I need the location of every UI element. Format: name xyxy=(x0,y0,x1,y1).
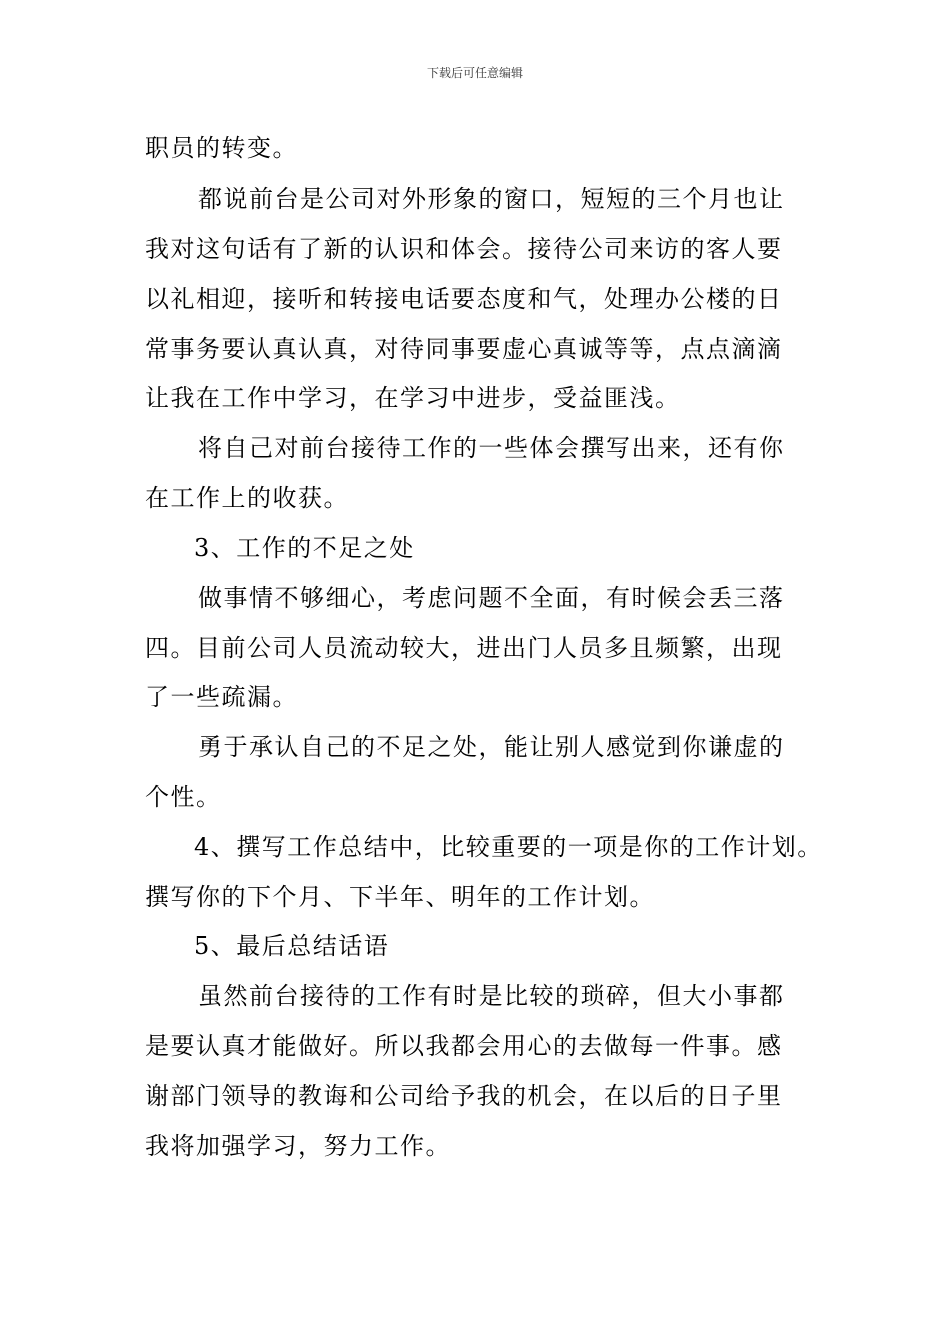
paragraph-line: 在工作上的收获。 xyxy=(145,484,349,512)
paragraph-line: 了一些疏漏。 xyxy=(145,683,298,711)
paragraph-line: 职员的转变。 xyxy=(145,134,298,162)
paragraph-line: 撰写你的下个月、下半年、明年的工作计划。 xyxy=(145,883,655,911)
paragraph-line: 虽然前台接待的工作有时是比较的琐碎，但大小事都 xyxy=(198,982,785,1010)
paragraph-line: 我将加强学习，努力工作。 xyxy=(145,1132,451,1160)
paragraph-line: 我对这句话有了新的认识和体会。接待公司来访的客人要 xyxy=(145,235,783,263)
paragraph-line: 做事情不够细心，考虑问题不全面，有时候会丢三落 xyxy=(198,584,785,612)
paragraph-line: 勇于承认自己的不足之处，能让别人感觉到你谦虚的 xyxy=(198,733,785,761)
section-heading: 5、最后总结话语 xyxy=(194,932,390,960)
paragraph-line: 个性。 xyxy=(145,783,222,811)
paragraph-line: 让我在工作中学习，在学习中进步，受益匪浅。 xyxy=(145,384,681,412)
paragraph-line: 常事务要认真认真，对待同事要虚心真诚等等，点点滴滴 xyxy=(145,335,783,363)
paragraph-line: 谢部门领导的教诲和公司给予我的机会，在以后的日子里 xyxy=(145,1082,783,1110)
paragraph-line: 将自己对前台接待工作的一些体会撰写出来，还有你 xyxy=(198,434,785,462)
paragraph-line: 是要认真才能做好。所以我都会用心的去做每一件事。感 xyxy=(145,1032,783,1060)
paragraph-line: 以礼相迎，接听和转接电话要态度和气，处理办公楼的日 xyxy=(145,285,783,313)
section-heading: 3、工作的不足之处 xyxy=(194,534,415,562)
page-header: 下载后可任意编辑 xyxy=(426,66,523,80)
section-heading: 4、撰写工作总结中，比较重要的一项是你的工作计划。 xyxy=(194,833,823,861)
paragraph-line: 都说前台是公司对外形象的窗口，短短的三个月也让 xyxy=(198,185,785,213)
paragraph-line: 四。目前公司人员流动较大，进出门人员多且频繁，出现 xyxy=(145,634,783,662)
